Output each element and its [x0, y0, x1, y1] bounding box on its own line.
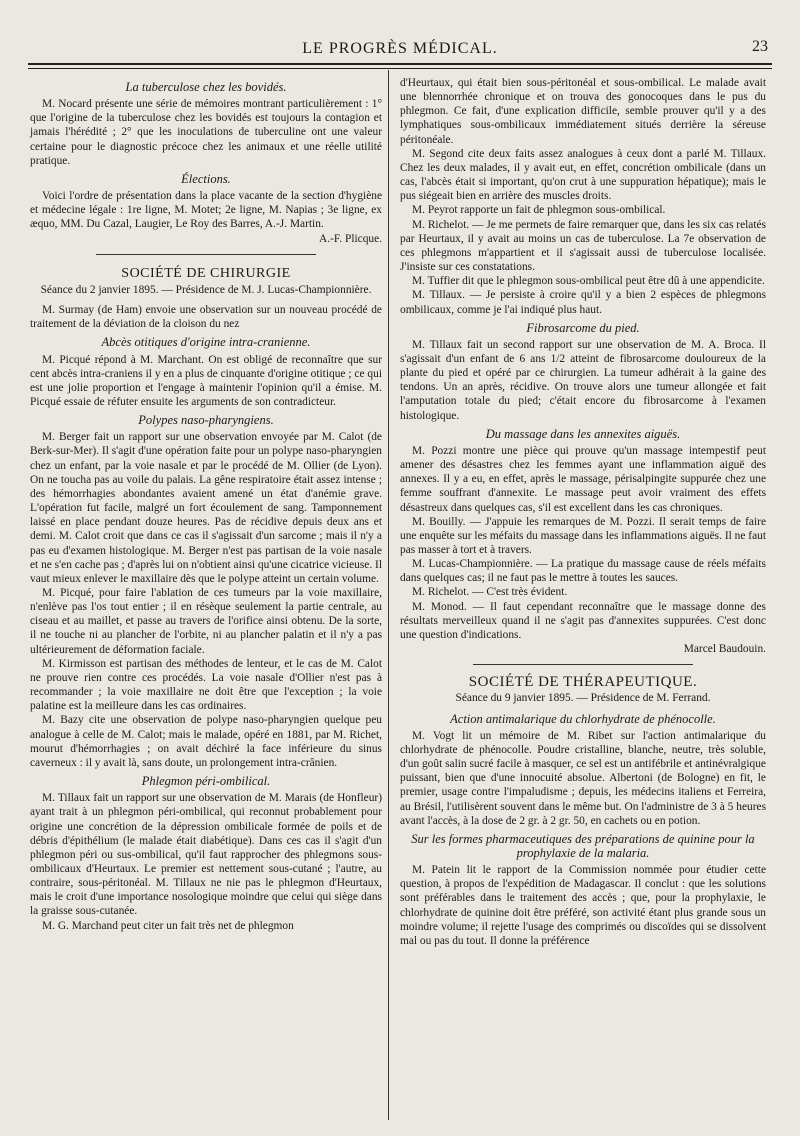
paragraph: M. Bouilly. — J'appuie les remarques de M. Pozzi. Il serait temps de faire une enquête sur les méfaits du massage dans les inflammations aiguës. Il ne faut pas masser à tort et à travers. [400, 515, 766, 556]
subheading: Sur les formes pharmaceutiques des préparations de quinine pour la prophylaxie de la malaria. [411, 831, 755, 860]
journal-title: LE PROGRÈS MÉDICAL. [302, 40, 498, 57]
subheading: Action antimalarique du chlorhydrate de phénocolle. [450, 711, 716, 726]
paragraph: Voici l'ordre de présentation dans la place vacante de la section d'hygiène et médecine légale : 1re ligne, M. Motet; 2e ligne, M. Napias ; 3e ligne, ex æquo, MM. Du Cazal, Laugier, Le Roy des Barres, A.-J. Martin. [30, 190, 382, 231]
paragraph: M. Bazy cite une observation de polype naso-pharyngien quelque peu analogue à celle de M. Calot; mais le malade, opéré en 1881, par M. Richet, mourut d'hémorrhagies ; on avait déchiré la face inférieure du sinus caverneux : il y avait là, sans doute, un prolongement intra-crânien. [30, 714, 382, 769]
paragraph: M. Picqué, pour faire l'ablation de ces tumeurs par la voie maxillaire, n'enlève pas l'os tout entier ; il en résèque seulement la partie centrale, au ciseau et au maillet, et passe au travers de l'orifice ainsi obtenu. De la sorte, il ne touche ni au plancher de l'orbite, ni au plancher palatin et il n'y a pas ultérieurement de déformation faciale. [30, 587, 382, 656]
session-line: Séance du 2 janvier 1895. — Présidence de M. J. Lucas-Championnière. [40, 283, 372, 296]
paragraph: M. Tillaux fait un second rapport sur une observation de M. A. Broca. Il s'agissait d'un enfant de 6 ans 1/2 atteint de fibrosarcome douloureux de la plante du pied et opéré par ce chirurgien. La tumeur adhérait à la gaine des tendons. Un an après, récidive. On trouve alors une tumeur allongée et fait l'amputation totale du pied; c'était encore du fibrosarcome à l'examen histologique. [400, 338, 766, 422]
subheading: Fibrosarcome du pied. [526, 320, 640, 335]
paragraph: M. Monod. — Il faut cependant reconnaître que le massage donne des résultats merveilleux quand il ne s'agit pas d'annexites suppurées. C'est donc une question d'indications. [400, 600, 766, 641]
paragraph: M. Segond cite deux faits assez analogues à ceux dont a parlé M. Tillaux. Chez les deux malades, il y avait eut, en effet, concrétion ombilicale (dans un cas, l'abcès était si important, qu'on crut à une suppuration hépatique); mais le pus siégeait bien en arrière des muscles droits. [400, 147, 766, 203]
paragraph: M. Tillaux fait un rapport sur une observation de M. Marais (de Honfleur) ayant trait à un phlegmon péri-ombilical, qui reconnut probablement pour origine une concrétion de la dépression ombilicale formée de poils et de débris d'épithélium (le malade était diabétique). Dans ces cas il s'agit d'un phlegmon péri ou sus-ombilical, qu'il faut rapprocher des phlegmons sous-ombilicaux d'Heurtaux. Le premier est nettement sous-cutané ; l'autre, au contraire, sous-péritonéal. M. Tillaux ne nie pas le phlegmon d'Heurtaux, mais le croit d'une importance nosologique moindre que celui qui siège dans la graisse sous-cutanée. [30, 792, 382, 918]
subheading: Du massage dans les annexites aiguës. [485, 426, 681, 441]
paragraph: M. Nocard présente une série de mémoires montrant particulièrement : 1° que l'origine de la tuberculose chez les bovidés est toujours la contagion et jamais l'hérédité ; 2° que les inoculations de tuberculine ont une valeur certaine pour le diagnostic précoce chez les animaux et une réelle utilité pratique. [30, 98, 382, 167]
paragraph: M. Kirmisson est partisan des méthodes de lenteur, et le cas de M. Calot ne prouve rien contre ces procédés. La voie nasale d'Ollier n'est pas à recommander ; la voie maxillaire ne doit être que l'exception ; la voie palatine est la meilleure dans les cas ordinaires. [30, 657, 382, 713]
separator [473, 664, 693, 665]
paragraph: M. Richelot. — Je me permets de faire remarquer que, dans les six cas relatés par Heurtaux, il y avait au moins un cas de tuberculose. La 7e observation de ces phlegmons m'appartient et il s'agissait aussi de tuberculose localisée. J'insiste sur ces constatations. [400, 218, 766, 274]
paragraph: M. Lucas-Championnière. — La pratique du massage cause de réels méfaits dans quelques cas; il ne faut pas le mettre à toutes les sauces. [400, 558, 766, 585]
column-divider [388, 70, 389, 1120]
paragraph: M. Tuffier dit que le phlegmon sous-ombilical peut être dû à une appendicite. [412, 275, 765, 288]
paragraph: M. Surmay (de Ham) envoie une observation sur un nouveau procédé de traitement de la déviation de la cloison du nez [30, 304, 382, 331]
paragraph: M. Berger fait un rapport sur une observation envoyée par M. Calot (de Berk-sur-Mer). Il s'agit d'une opération faite pour un polype naso-pharyngien chez un enfant, par la voie nasale et par le procédé de M. Ollier (de Lyon). On ne toucha pas au voile du palais. La gêne respiratoire était assez intense ; des hémorrhagies abondantes avaient amené un état d'anémie grave. L'opération fut facile, malgré un fort écoulement de sang. Tamponnement laissé en place pendant douze heures. Pas de récidive depuis deux ans et demi. M. Calot croit que dans ce cas il s'agissait d'un sarcome ; mais il n'y a pas eu d'examen histologique. M. Berger n'est pas partisan de la voie nasale et ne s'en cache pas ; d'après lui on n'obtient ainsi qu'une cicatrice vicieuse. Il vaut mieux enlever le maxillaire dès que le polype atteint un certain volume. [30, 431, 383, 585]
subheading: Élections. [181, 171, 231, 186]
paragraph: M. Richelot. — C'est très évident. [412, 586, 568, 599]
paragraph: M. G. Marchand peut citer un fait très net de phlegmon [42, 919, 294, 932]
right-column [400, 76, 766, 948]
section-heading: SOCIÉTÉ DE THÉRAPEUTIQUE. [468, 674, 698, 691]
header-rule-thin [28, 68, 772, 69]
page-number: 23 [752, 38, 768, 55]
paragraph: d'Heurtaux, qui était bien sous-péritonéal et sous-ombilical. Le malade avait une blennorrhée chronique et on trouva des gonocoques dans le pus du phlegmon. Ce fait, d'une explication difficile, semble prouver qu'il y a des lymphatiques sous-ombilicaux immédiatement situés derrière la séreuse péritonéale. [400, 77, 766, 146]
left-column [30, 76, 382, 933]
paragraph: M. Peyrot rapporte un fait de phlegmon sous-ombilical. [412, 204, 666, 217]
paragraph: M. Pozzi montre une pièce qui prouve qu'un massage intempestif peut amener des désastres chez les femmes ayant une inflammation aiguë des annexes. Il y a eu, en effet, après le massage, périsalpingite suppurée chez une femme souffrant d'annexite. Le massage peut avoir vraiment des effets désastreux dans quelques cas, s'il est excellent dans les cas chroniques. [400, 444, 766, 514]
separator [96, 254, 316, 255]
session-line: Séance du 9 janvier 1895. — Présidence de M. Ferrand. [455, 692, 711, 705]
paragraph: M. Picqué répond à M. Marchant. On est obligé de reconnaître que sur cent abcès intra-craniens il y en a plus de cinquante d'origine otitique ; ce qui est une jolie proportion et l'engage à maintenir l'opinion qu'il a émise. M. Picqué essaie de réfuter ensuite les arguments de son contradicteur. [30, 353, 382, 408]
subheading: Polypes naso-pharyngiens. [138, 413, 274, 428]
paragraph: M. Vogt lit un mémoire de M. Ribet sur l'action antimalarique du chlorhydrate de phénocolle. Poudre cristalline, blanche, neutre, très soluble, d'un goût salin sucré facile à masquer, ce sel est un antifébrile et antinévralgique puissant, bien que d'une innocuité absolue. Albertoni (de Bologne) en fit, le premier, usage contre l'impaludisme ; depuis, les médecins italiens et Ferreira, au Brésil, l'utilisèrent souvent dans le même but. On l'administre de 3 à 5 heures avant l'accès, à la dose de 2 gr. à 2 gr. 50, en cachets ou en potion. [400, 729, 766, 827]
header-rule [28, 63, 772, 65]
section-heading: SOCIÉTÉ DE CHIRURGIE [121, 265, 291, 281]
paragraph: M. Tillaux. — Je persiste à croire qu'il y a bien 2 espèces de phlegmons ombilicaux, comme je l'ai indiqué plus haut. [400, 289, 766, 316]
signature: A.-F. Plicque. [319, 232, 382, 245]
subheading: La tuberculose chez les bovidés. [125, 80, 287, 94]
paragraph: M. Patein lit le rapport de la Commission nommée pour étudier cette question, à propos de l'expédition de Madagascar. Il conclut : que les solutions sont préférables dans le traitement des accès ; que, pour la prophylaxie, le chlorhydrate de quinine doit être préféré, son activité étant plus grande sous un moindre volume; il rejette l'usage des comprimés ou discoïdes qui se dissolvent mal ou pas du tout. Il donne la préférence [400, 864, 766, 947]
subheading: Phlegmon péri-ombilical. [141, 774, 271, 789]
page-header [28, 36, 772, 62]
signature: Marcel Baudouin. [683, 643, 766, 656]
subheading: Abcès otitiques d'origine intra-cranienne. [101, 335, 311, 350]
